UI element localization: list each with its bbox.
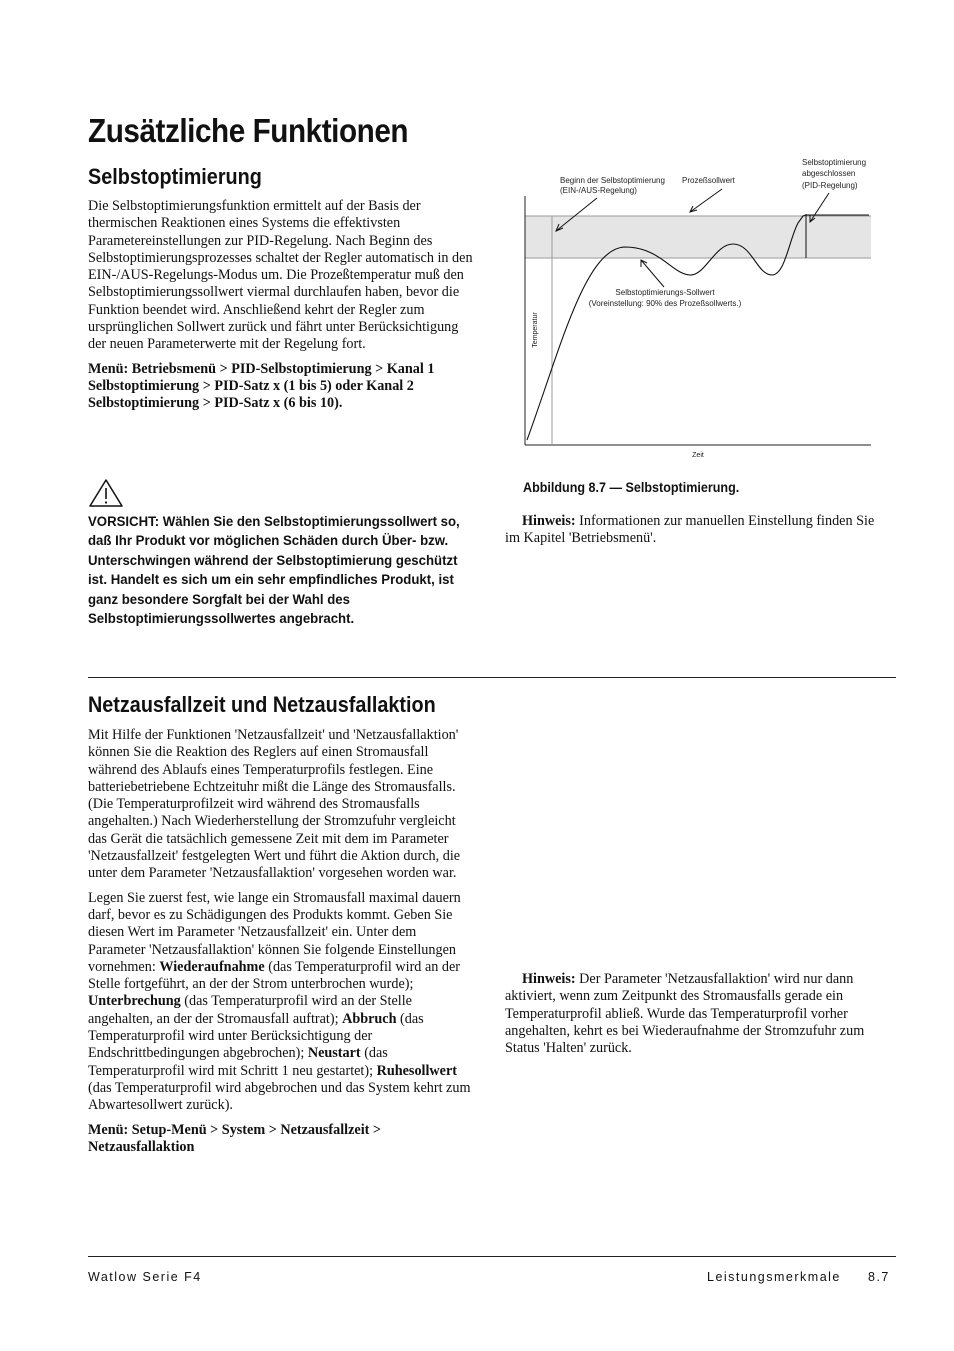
section1-paragraph: Die Selbstoptimierungsfunktion ermittelt auf der Basis der thermischen Reaktionen eines Systems die effektivsten Parametereinstellungen zur PID-Regelung. Nach Beginn des Selbstoptimierungsprozesses schaltet der Regler automatisch in den EIN-/AUS-Regelungs-Modus um. Die Prozeßtemperatur muß den Selbstoptimierungssollwert viermal durchlaufen haben, bevor die Funktion beendet wird. Anschließend kehrt der Regler zum ursprünglichen Sollwert zurück und fährt unter Berücksichtigung der neuen Parameterwerte mit der Regelung fort. xyxy=(88,198,473,353)
section-divider xyxy=(88,677,896,678)
section1-body xyxy=(88,198,476,420)
option-unterbrechung: Unterbrechung xyxy=(88,993,181,1010)
section2-paragraph1: Mit Hilfe der Funktionen 'Netzausfallzeit' und 'Netzausfallaktion' können Sie die Reaktion des Reglers auf einen Stromausfall während des Ablaufs eines Temperaturprofils festlegen. Eine batteriebetriebene Echtzeituhr mißt die Länge des Stromausfalls. (Die Temperaturprofilzeit wird während des Stromausfalls angehalten.) Nach Wiederherstellung der Stromzufuhr vergleicht das Gerät die tatsächlich gemessene Zeit mit dem im Parameter 'Netzausfallzeit' festgelegten Wert und führt die Aktion durch, die unter dem Parameter 'Netzausfallaktion' vorgesehen worden war. xyxy=(88,727,461,882)
note-label: Hinweis: xyxy=(522,513,576,529)
label-done-line2: abgeschlossen xyxy=(802,169,856,178)
section1-menu-path: Menü: Betriebsmenü > PID-Selbstoptimierung > Kanal 1 Selbstoptimierung > PID-Satz x (1 bis 5) oder Kanal 2 Selbstoptimierung > PID-Satz x (6 bis 10). xyxy=(88,360,435,412)
label-autotune-line1: Selbstoptimierungs-Sollwert xyxy=(615,288,715,297)
label-start-line2: (EIN-/AUS-Regelung) xyxy=(560,186,637,195)
section2-paragraph2: Legen Sie zuerst fest, wie lange ein Stromausfall maximal dauern darf, bevor es zu Schädigungen des Produkts kommt. Geben Sie diesen Wert im Parameter 'Netzausfallzeit' ein. Unter dem Parameter 'Netzausfallaktion' können Sie folgende Einstellungen vornehmen: Wiederaufnahme (das Temperaturprofil wird an der Stelle fortgeführt, an der der Strom unterbrochen wurde); Unterbrechung (das Temperaturprofil wird an der Stelle angehalten, an der der Stromausfall auftrat); Abbruch (das Temperaturprofil wird unter Berücksichtigung der Endschrittbedingungen abgebrochen); Neustart (das Temperaturprofil wird mit Schritt 1 neu gestartet); Ruhesollwert (das Temperaturprofil wird abgebrochen und das System kehrt zum Abwartesollwert zurück). xyxy=(88,889,471,1114)
option-wiederaufnahme: Wiederaufnahme xyxy=(159,958,265,975)
option-neustart: Neustart xyxy=(307,1045,361,1062)
section1-note xyxy=(505,513,885,548)
label-done-line3: (PID-Regelung) xyxy=(802,181,858,190)
figure-caption: Abbildung 8.7 — Selbstoptimierung. xyxy=(523,480,740,495)
footer-brand: Watlow Serie F4 xyxy=(88,1270,202,1284)
section2-body xyxy=(88,727,476,1163)
option-ruhesollwert: Ruhesollwert xyxy=(376,1062,457,1079)
footer-rule xyxy=(88,1256,896,1257)
x-axis-label: Zeit xyxy=(692,452,704,459)
section2-menu-path: Menü: Setup-Menü > System > Netzausfallzeit > Netzausfallaktion xyxy=(88,1121,381,1155)
section2-note xyxy=(505,971,885,1057)
note-text: Informationen zur manuellen Einstellung finden Sie im Kapitel 'Betriebsmenü'. xyxy=(505,513,875,547)
footer-page-number: 8.7 xyxy=(868,1270,890,1284)
option-abbruch: Abbruch xyxy=(342,1010,397,1027)
section-heading-selbstoptimierung: Selbstoptimierung xyxy=(88,164,262,189)
note-text: Der Parameter 'Netzausfallaktion' wird nur dann aktiviert, wenn zum Zeitpunkt des Stromausfalls gerade ein Temperaturprofil abließ. Wurde das Temperaturprofil vorher angehalten, kehrt es bei Wiederaufnahme der Stromzufuhr zum Status 'Halten' zurück. xyxy=(505,971,865,1057)
note-label: Hinweis: xyxy=(522,971,576,987)
setpoint-band xyxy=(525,216,871,258)
y-axis-label: Temperatur xyxy=(532,312,539,348)
caution-text: VORSICHT: Wählen Sie den Selbstoptimierungssollwert so, daß Ihr Produkt vor möglichen Schäden durch Über- bzw. Unterschwingen während der Selbstoptimierung geschützt ist. Handelt es sich um ein sehr empfindliches Produkt, ist ganz besondere Sorgfalt bei der Wahl des Selbstoptimierungssollwertes angebracht. xyxy=(88,514,460,628)
label-autotune-line2: (Voreinstellung: 90% des Prozeßsollwerts.) xyxy=(588,299,742,308)
label-setpoint: Prozeßsollwert xyxy=(682,176,735,185)
section-heading-netzausfall: Netzausfallzeit und Netzausfallaktion xyxy=(88,692,436,717)
warning-triangle-icon xyxy=(88,478,124,508)
autotune-figure xyxy=(505,150,885,470)
label-start-line1: Beginn der Selbstoptimierung xyxy=(560,176,665,185)
footer-section: Leistungsmerkmale xyxy=(707,1270,841,1284)
page-title: Zusätzliche Funktionen xyxy=(88,112,409,149)
label-done-line1: Selbstoptimierung xyxy=(802,158,867,167)
